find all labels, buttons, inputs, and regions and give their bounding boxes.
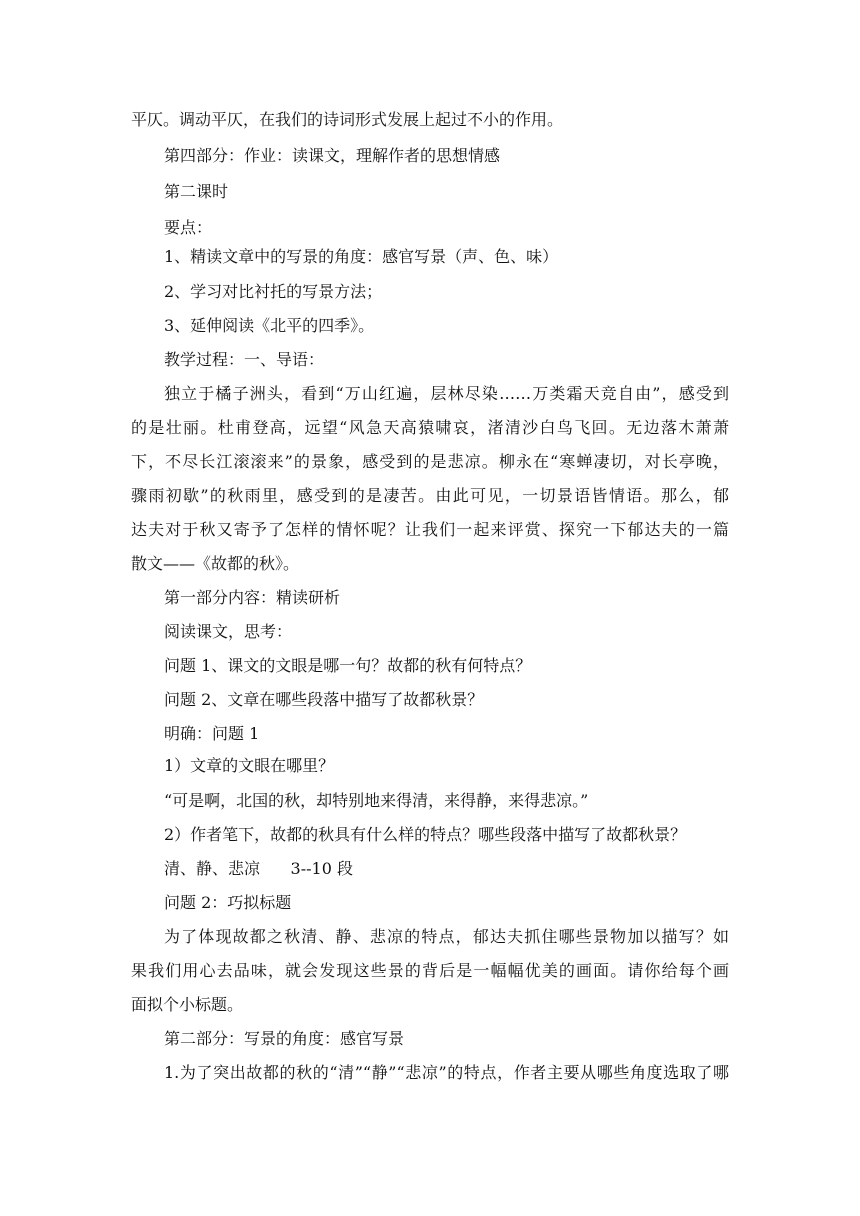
text-line: 3、延伸阅读《北平的四季》。	[164, 316, 375, 335]
text-line: 第二部分：写景的角度：感官写景	[164, 1029, 405, 1048]
text-line: 果我们用心去品味，就会发现这些景的背后是一幅幅优美的画面。请你给每个画	[131, 961, 729, 980]
text-line: 独立于橘子洲头，看到“万山红遍，层林尽染……万类霜天竞自由”，感受到	[164, 384, 729, 403]
text-line: 2、学习对比衬托的写景方法；	[164, 282, 383, 301]
text-line: 散文——《故都的秋》。	[131, 554, 300, 573]
text-line: 第四部分：作业：读课文，理解作者的思想情感	[164, 146, 501, 165]
text-line: 下，不尽长江滚滚来”的景象，感受到的是悲凉。柳永在“寒蝉凄切，对长亭晚，	[131, 452, 729, 471]
text-line: 达夫对于秋又寄予了怎样的情怀呢？让我们一起来评赏、探究一下郁达夫的一篇	[131, 520, 729, 539]
text-line: 问题 1、课文的文眼是哪一句？故都的秋有何特点？	[164, 656, 532, 675]
text-line: 清、静、悲凉 3--10 段	[164, 859, 353, 878]
text-line: 的是壮丽。杜甫登高，远望“风急天高猿啸哀，渚清沙白鸟飞回。无边落木萧萧	[131, 418, 729, 437]
text-line: 骤雨初歇”的秋雨里，感受到的是凄苦。由此可见，一切景语皆情语。那么，郁	[131, 486, 729, 505]
text-line: 平仄。调动平仄，在我们的诗词形式发展上起过不小的作用。	[131, 110, 564, 129]
text-line: 为了体现故都之秋清、静、悲凉的特点，郁达夫抓住哪些景物加以描写？如	[164, 927, 729, 946]
text-line: 1.为了突出故都的秋的“清”“静”“悲凉”的特点，作者主要从哪些角度选取了哪	[164, 1063, 729, 1082]
text-line: 阅读课文，思考：	[164, 622, 293, 641]
text-line: 明确：问题 1	[164, 724, 260, 743]
text-line: 教学过程：一、导语：	[164, 350, 325, 369]
text-line: 第二课时	[164, 182, 229, 201]
text-line: 第一部分内容：精读研析	[164, 588, 341, 607]
text-line: 面拟个小标题。	[131, 995, 244, 1014]
text-line: “可是啊，北国的秋，却特别地来得清，来得静，来得悲凉。”	[164, 791, 589, 810]
text-line: 1、精读文章中的写景的角度：感官写景（声、色、味）	[164, 247, 559, 266]
text-line: 问题 2：巧拟标题	[164, 893, 292, 912]
text-line: 要点：	[164, 218, 213, 237]
text-line: 2）作者笔下，故都的秋具有什么样的特点？哪些段落中描写了故都秋景？	[164, 825, 687, 844]
text-line: 1）文章的文眼在哪里？	[164, 756, 335, 775]
text-line: 问题 2、文章在哪些段落中描写了故都秋景？	[164, 690, 484, 709]
